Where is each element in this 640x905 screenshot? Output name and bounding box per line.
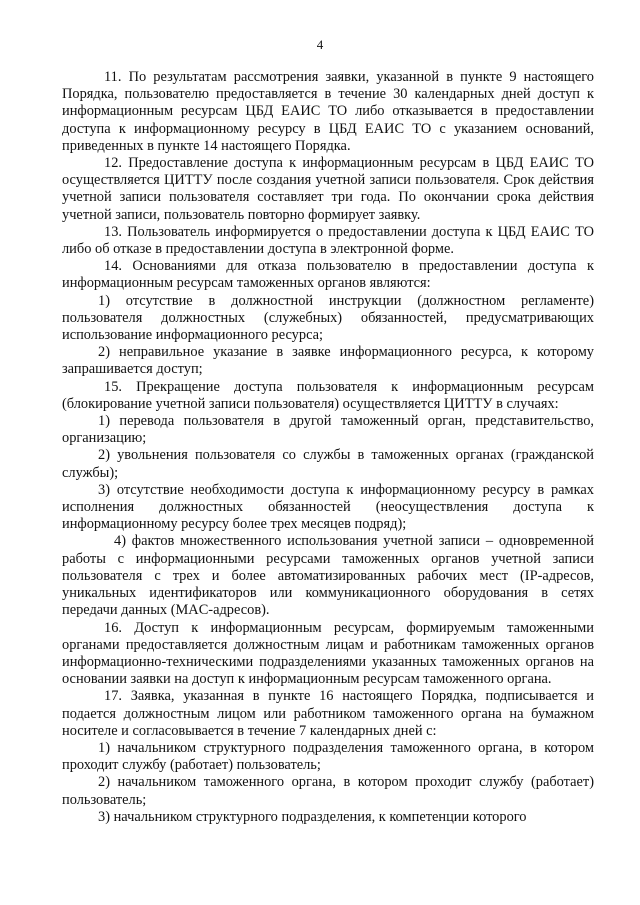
- paragraph-p14-2: 2) неправильное указание в заявке информационного ресурса, к которому запрашивается доступ;: [62, 344, 594, 378]
- paragraph-p15-4: 4) фактов множественного использования учетной записи – одновременной работы с информационными ресурсами таможенных органов учетной записи пользователя с трех и более автоматизированных рабочих мест (IP-адресов, уникальных идентификаторов или коммуникационного оборудования в сетях передачи данных (MAC-адресов).: [62, 533, 594, 619]
- paragraph-p15: 15. Прекращение доступа пользователя к информационным ресурсам (блокирование учетной записи пользователя) осуществляется ЦИТТУ в случаях:: [62, 378, 594, 412]
- paragraph-p16: 16. Доступ к информационным ресурсам, формируемым таможенными органами предоставляется должностным лицам и работникам таможенных органов информационно-техническими подразделениями указанных таможенных органов на основании заявки на доступ к информационным ресурсам таможенного органа.: [62, 619, 594, 688]
- paragraph-p15-1: 1) перевода пользователя в другой таможенный орган, представительство, организацию;: [62, 413, 594, 447]
- paragraph-p12: 12. Предоставление доступа к информационным ресурсам в ЦБД ЕАИС ТО осуществляется ЦИТТУ после создания учетной записи пользователя. Срок действия учетной записи пользователя составляет три года. По окончании срока действия учетной записи, пользователь повторно формирует заявку.: [62, 155, 594, 223]
- paragraph-p17-2: 2) начальником таможенного органа, в котором проходит службу (работает) пользователь;: [62, 774, 594, 808]
- paragraph-p11: 11. По результатам рассмотрения заявки, указанной в пункте 9 настоящего Порядка, пользователю предоставляется в течение 30 календарных дней доступ к информационным ресурсам ЦБД ЕАИС ТО либо отказывается в предоставлении доступа к информационному ресурсу в ЦБД ЕАИС ТО с указанием оснований, приведенных в пункте 14 настоящего Порядка.: [62, 69, 594, 154]
- document-body: [62, 69, 594, 826]
- paragraph-p15-2: 2) увольнения пользователя со службы в таможенных органах (гражданской службы);: [62, 447, 594, 481]
- paragraph-p17-3: 3) начальником структурного подразделения, к компетенции которого: [98, 808, 527, 825]
- paragraph-p14-1: 1) отсутствие в должностной инструкции (должностном регламенте) пользователя должностных (служебных) обязанностей, предусматривающих использование информационного ресурса;: [62, 292, 594, 344]
- paragraph-p17-1: 1) начальником структурного подразделения таможенного органа, в котором проходит службу (работает) пользователь;: [62, 739, 594, 774]
- paragraph-p13: 13. Пользователь информируется о предоставлении доступа к ЦБД ЕАИС ТО либо об отказе в предоставлении доступа в электронной форме.: [62, 223, 594, 258]
- page-number: 4: [316, 37, 324, 52]
- paragraph-p15-3: 3) отсутствие необходимости доступа к информационному ресурсу в рамках исполнения должностных обязанностей (неосуществления доступа к информационному ресурсу более трех месяцев подряд);: [62, 481, 594, 533]
- paragraph-p17: 17. Заявка, указанная в пункте 16 настоящего Порядка, подписывается и подается должностным лицом или работником таможенного органа на бумажном носителе и согласовывается в течение 7 календарных дней с:: [62, 688, 594, 739]
- paragraph-p14: 14. Основаниями для отказа пользователю в предоставлении доступа к информационным ресурсам таможенных органов являются:: [62, 258, 594, 292]
